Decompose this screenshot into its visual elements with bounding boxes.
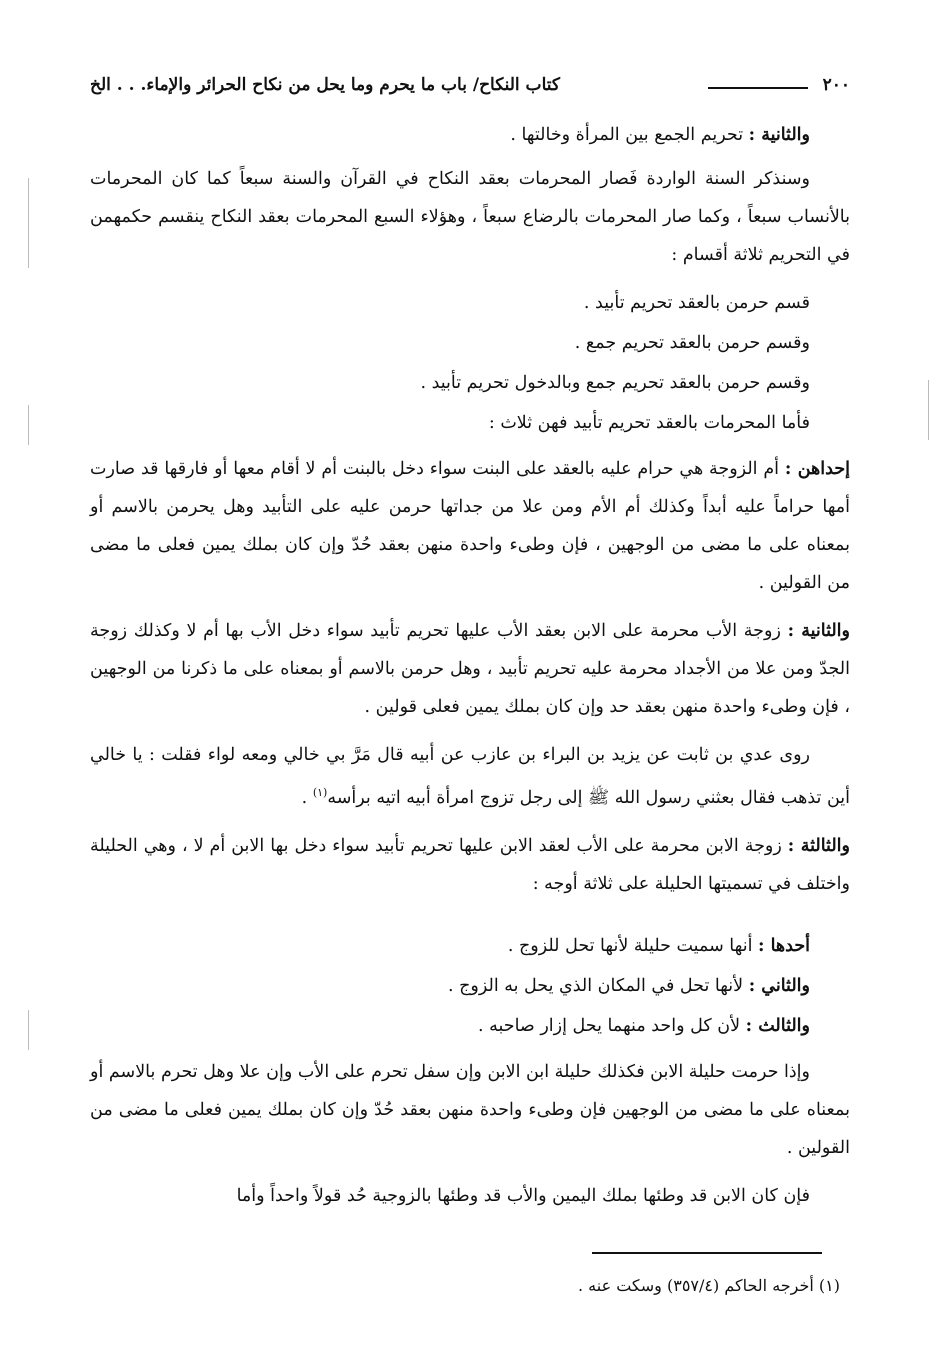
paragraph-2: وسنذكر السنة الواردة فَصار المحرمات بعقد النكاح في القرآن والسنة سبعاً كما كان المحرمات بالأنساب سبعاً ، وكما صار المحرمات بالرضاع سبعاً ، وهؤلاء السبع المحرمات بعقد النكاح ينقسم حكمهمن في التحريم ثلاثة أقسام : [90, 169, 850, 265]
paragraph-12 [90, 967, 850, 1005]
book-page [90, 62, 850, 1362]
paragraph-text: أنها سميت حليلة لأنها تحل للزوج . [507, 935, 759, 956]
margin-line [28, 405, 29, 445]
paragraph-lead: أحدها : [758, 935, 810, 956]
paragraph-text: روى عدي بن ثابت عن يزيد بن البراء بن عازب عن أبيه قال مَرَّ بي خالي ومعه لواء فقلت : يا خالي أين تذهب فقال بعثني رسول الله ﷺ إلى رجل تزوج امرأة أبيه اتيه برأسه [90, 745, 850, 808]
running-header [90, 70, 850, 100]
paragraph-lead: والثانية : [787, 621, 850, 641]
paragraph-9 [90, 736, 850, 817]
paragraph-4: وقسم حرمن بالعقد تحريم جمع . [574, 333, 810, 353]
margin-line [928, 380, 929, 440]
footnote-ref: (١) [312, 786, 328, 799]
paragraph-text: أم الزوجة هي حرام عليه بالعقد على البنت سواء دخل بالبنت أم لا أقام معها أو فارقها قد صارت أمها حراماً عليه أبداً وكذلك أم الأم ومن علا من جداتها حرمن عليه على التأبيد وهل يحرمن بالاسم أو بمعناه على ما مضى من الوجهين ، فإن وطىء واحدة منهن بعقد حُدّ وإن كان بملك يمين فعلى ما مضى من القولين . [90, 459, 850, 593]
footnote: (١) أخرجه الحاكم (٣٥٧/٤) وسكت عنه . [578, 1276, 840, 1295]
margin-line [28, 1010, 29, 1050]
paragraph-text: لأن كل واحد منهما يحل إزار صاحبه . [477, 1015, 746, 1036]
paragraph-lead: والثانية : [748, 125, 810, 145]
paragraph-text: لأنها تحل في المكان الذي يحل به الزوج . [447, 975, 749, 996]
paragraph-15: فإن كان الابن قد وطئها بملك اليمين والأب قد وطئها بالزوجية حُد قولاً واحداً وأما [236, 1185, 810, 1206]
paragraph-text: زوجة الابن محرمة على الأب لعقد الابن عليها تحريم تأبيد سواء دخل بها الابن أم لا ، وهي الحليلة واختلف في تسميتها الحليلة على ثلاثة أوجه : [90, 835, 850, 894]
paragraph-14: وإذا حرمت حليلة الابن فكذلك حليلة ابن الابن وإن سفل تحرم على الأب وإن علا وهل تحرم بالاسم أو بمعناه على ما مضى من الوجهين فإن وطىء واحدة منهن بعقد حُدّ وإن كان بملك يمين فعلى ما مضى من القولين . [90, 1061, 850, 1158]
paragraph-8 [90, 612, 850, 726]
page-body [90, 116, 850, 1225]
paragraph-1 [90, 116, 850, 154]
margin-line [28, 178, 29, 268]
paragraph-end: . [301, 787, 313, 808]
paragraph-3: قسم حرمن بالعقد تحريم تأبيد . [583, 293, 810, 313]
paragraph-lead: والثالثة : [787, 835, 850, 856]
paragraph-10 [90, 827, 850, 903]
paragraph-13 [90, 1007, 850, 1045]
paragraph-7 [90, 450, 850, 602]
page-number: ٢٠٠ [822, 75, 850, 95]
paragraph-lead: والثالث : [745, 1015, 810, 1036]
footnote-rule [592, 1252, 822, 1254]
paragraph-5: وقسم حرمن بالعقد تحريم جمع وبالدخول تحريم تأبيد . [420, 373, 810, 393]
paragraph-6: فأما المحرمات بالعقد تحريم تأبيد فهن ثلاث : [488, 413, 810, 433]
paragraph-lead: إحداهن : [784, 459, 850, 479]
header-rule [708, 87, 808, 89]
paragraph-text: زوجة الأب محرمة على الابن بعقد الأب عليها تحريم تأبيد سواء دخل الأب بها أم لا وكذلك زوجة الجدّ ومن علا من الأجداد محرمة عليه تحريم تأبيد ، وهل حرمن بالاسم أو بمعناه على ما ذكرنا من الوجهين ، فإن وطىء واحدة منهن بعقد حد وإن كان بملك يمين فعلى قولين . [90, 621, 850, 717]
paragraph-11 [90, 927, 850, 965]
header-title: كتاب النكاح/ باب ما يحرم وما يحل من نكاح الحرائر والإماء. . . الخ [90, 75, 560, 95]
paragraph-lead: والثاني : [748, 975, 810, 996]
paragraph-text: تحريم الجمع بين المرأة وخالتها . [510, 125, 749, 145]
